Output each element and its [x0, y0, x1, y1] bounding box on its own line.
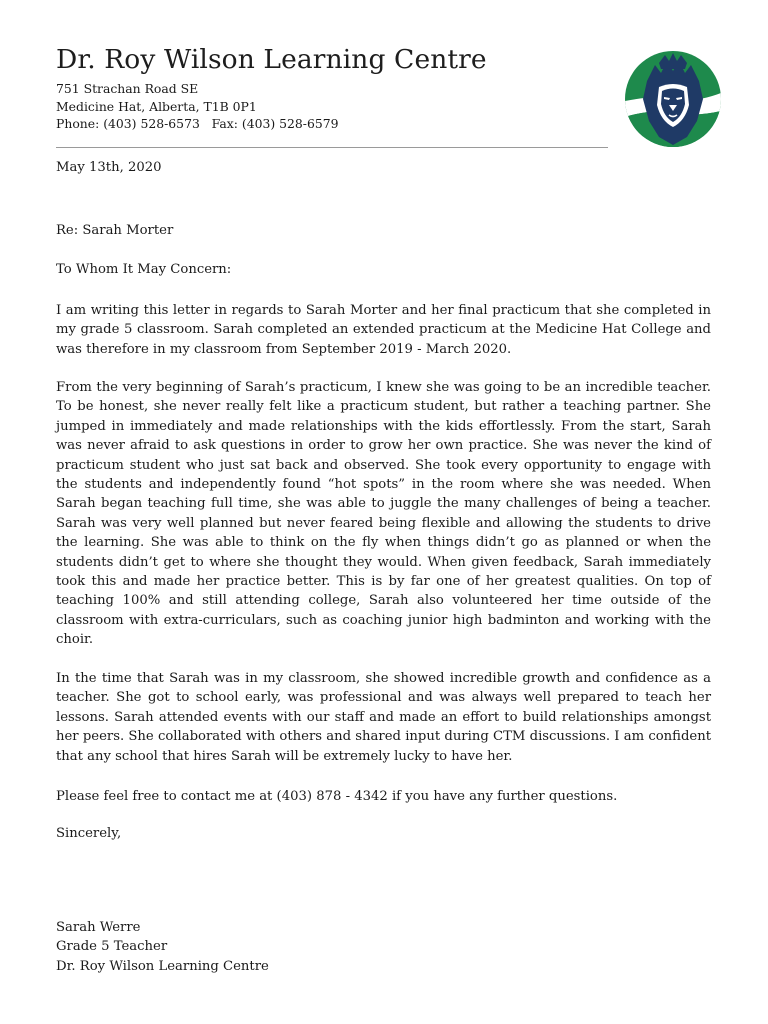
subject-line: Re: Sarah Morter [56, 223, 174, 238]
address-line-street: 751 Strachan Road SE [56, 81, 199, 96]
salutation: To Whom It May Concern: [56, 262, 232, 277]
signature-block [56, 918, 269, 976]
contact-line: Phone: (403) 528-6573 Fax: (403) 528-6579 [56, 116, 339, 131]
org-address [56, 80, 339, 133]
lion-crest-logo-icon [625, 51, 721, 147]
body-paragraph: In the time that Sarah was in my classroom, she showed incredible growth and confidence as a teacher. She got to school early, was professional and was always well prepared to teach her lessons. Sarah attended events with our staff and made an effort to build relationships amongst her peers. She collaborated with others and shared input during CTM discussions. I am confident that any school that hires Sarah will be extremely lucky to have her. [56, 671, 711, 764]
signer-organization: Dr. Roy Wilson Learning Centre [56, 958, 269, 974]
body-paragraph: From the very beginning of Sarah’s practicum, I knew she was going to be an incredible teacher. To be honest, she never really felt like a practicum student, but rather a teaching partner. She jumped in immediately and made relationships with the kids effortlessly. From the start, Sarah was never afraid to ask questions in order to grow her own practice. She was never the kind of practicum student who just sat back and observed. She took every opportunity to engage with the students and independently found “hot spots” in the room where she was needed. When Sarah began teaching full time, she was able to juggle the many challenges of being a teacher. Sarah was very well planned but never feared being flexible and allowing the students to drive the learning. She was able to think on the fly when things didn’t go as planned or when the students didn’t get to where she thought they would. When given feedback, Sarah immediately took this and made her practice better. This is by far one of her greatest qualities. On top of teaching 100% and still attending college, Sarah also volunteered her time outside of the classroom with extra-curriculars, such as coaching junior high badminton and working with the choir. [56, 380, 711, 648]
signer-name: Sarah Werre [56, 920, 141, 935]
closing: Sincerely, [56, 826, 122, 841]
signer-title: Grade 5 Teacher [56, 939, 168, 955]
header-divider [56, 147, 608, 148]
letter-date: May 13th, 2020 [56, 160, 162, 175]
body-paragraph: Please feel free to contact me at (403) 878 - 4342 if you have any further questions. [56, 789, 618, 804]
body-paragraph: I am writing this letter in regards to Sarah Morter and her final practicum that she completed in my grade 5 classroom. Sarah completed an extended practicum at the Medicine Hat College and was therefore in my classroom from September 2019 - March 2020. [56, 303, 711, 357]
org-name: Dr. Roy Wilson Learning Centre [56, 44, 487, 75]
address-line-city: Medicine Hat, Alberta, T1B 0P1 [56, 98, 257, 114]
